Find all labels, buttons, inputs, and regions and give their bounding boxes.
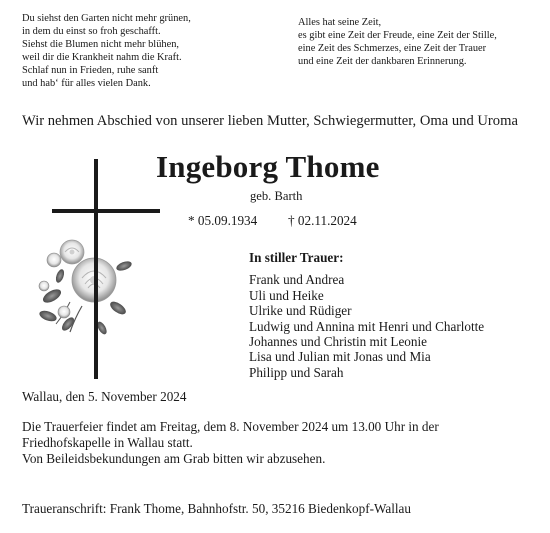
mourning-address: Traueranschrift: Frank Thome, Bahnhofstr. 50, 35216 Biedenkopf-Wallau xyxy=(22,501,411,516)
poem-right-line: es gibt eine Zeit der Freude, eine Zeit der Stille, xyxy=(298,30,497,41)
mourner-entry: Ulrike und Rüdiger xyxy=(249,303,352,319)
poem-right-line: eine Zeit des Schmerzes, eine Zeit der Trauer xyxy=(298,43,487,54)
poem-left-line: Schlaf nun in Frieden, ruhe sanft xyxy=(22,65,159,76)
poem-left-line: in dem du einst so froh geschafft. xyxy=(22,26,161,37)
place-date: Wallau, den 5. November 2024 xyxy=(22,389,187,404)
mourners-heading: In stiller Trauer: xyxy=(249,250,344,265)
farewell-text: Wir nehmen Abschied von unserer lieben Mutter, Schwiegermutter, Oma und Uroma xyxy=(22,113,518,129)
mourner-entry: Johannes und Christin mit Leonie xyxy=(249,334,428,350)
death-date: † 02.11.2024 xyxy=(288,213,357,228)
mourners-list xyxy=(249,250,484,380)
mourner-entry: Philipp und Sarah xyxy=(249,364,344,380)
service-line: Friedhofskapelle in Wallau statt. xyxy=(22,435,193,450)
poem-left-line: Du siehst den Garten nicht mehr grünen, xyxy=(22,13,191,24)
service-line: Von Beileidsbekundungen am Grab bitten wir abzusehen. xyxy=(22,451,326,466)
poem-left-line: Siehst die Blumen nicht mehr blühen, xyxy=(22,39,179,50)
mourner-entry: Lisa und Julian mit Jonas und Mia xyxy=(249,349,431,365)
poem-right-line: und eine Zeit der dankbaren Erinnerung. xyxy=(298,56,467,67)
deceased-name: Ingeborg Thome xyxy=(156,149,380,184)
poem-right xyxy=(298,16,497,68)
poem-left xyxy=(22,12,191,90)
service-info xyxy=(22,419,439,467)
poem-left-line: weil dir die Krankheit nahm die Kraft. xyxy=(22,52,182,63)
mourner-entry: Uli und Heike xyxy=(249,287,324,303)
poem-right-line: Alles hat seine Zeit, xyxy=(298,17,382,28)
mourner-entry: Ludwig und Annina mit Henri und Charlotte xyxy=(249,318,485,334)
service-line: Die Trauerfeier findet am Freitag, dem 8. November 2024 um 13.00 Uhr in der xyxy=(22,419,439,434)
poem-left-line: und hab‘ für alles vielen Dank. xyxy=(22,78,151,89)
maiden-name: geb. Barth xyxy=(250,189,303,203)
birth-date: * 05.09.1934 xyxy=(188,213,258,228)
cross-icon xyxy=(52,159,162,379)
mourner-entry: Frank und Andrea xyxy=(249,272,345,288)
